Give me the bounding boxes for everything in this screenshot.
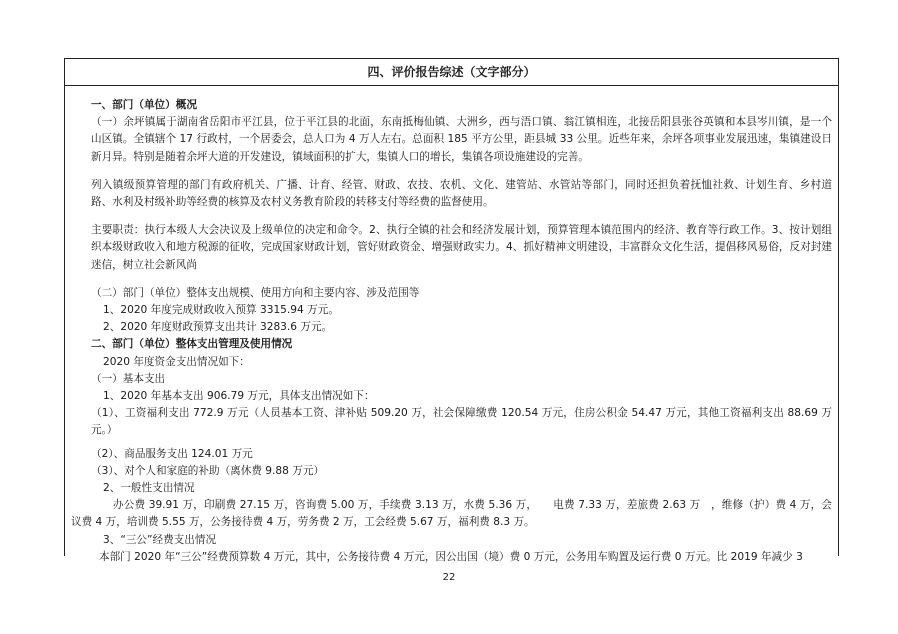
paragraph-goods-services: （2）、商品服务支出 124.01 万元	[91, 447, 253, 460]
paragraph-overview: （一）余坪镇属于湖南省岳阳市平江县，位于平江县的北面，东南抵梅仙镇、大洲乡，西与浯口镇、翁江镇相连，北接岳阳县张谷英镇和本县岑川镇，是一个山区镇。全镇辖个 17 行政村，一个居委会，总人口为 4 万人左右。总面积 185 平方公里，距县城 33 公里。近些年来，余坪各项事业发展迅速，集镇建设日新月异。特别是随着余坪大道的开发建设，镇域面积的扩大，集镇人口的增长，集镇各项设施建设的完善。	[91, 116, 832, 163]
paragraph-three-public-heading: 3、“三公”经费支出情况	[103, 533, 217, 546]
paragraph-basic-total: 1、2020 年基本支出 906.79 万元，具体支出情况如下：	[103, 390, 375, 403]
paragraph-basic-heading: （一）基本支出	[91, 372, 166, 385]
report-body	[71, 97, 832, 566]
paragraph-scope-heading: （二）部门（单位）整体支出规模、使用方向和主要内容、涉及范围等	[91, 286, 420, 299]
paragraph-general-items: 办公费 39.91 万，印刷费 27.15 万，咨询费 5.00 万，手续费 3.13 万，水费 5.36 万， 电费 7.33 万，差旅费 2.63 万 ，维修（护）费 4 万，会议费 4 万，培训费 5.55 万，公务接待费 4 万，劳务费 2 万，工会经费 5.67 万，福利费 8.3 万。	[71, 499, 832, 529]
paragraph-subsidies: （3）、对个人和家庭的补助（离休费 9.88 万元）	[91, 464, 325, 477]
page-number: 22	[442, 572, 456, 583]
section-2-title: 二、部门（单位）整体支出管理及使用情况	[91, 338, 293, 351]
report-section-heading: 四、评价报告综述（文字部分）	[65, 59, 838, 86]
paragraph-duties: 主要职责：执行本级人大会决议及上级单位的决定和命令。2、执行全镇的社会和经济发展计划，预算管理本镇范围内的经济、教育等行政工作。3、按计划组织本级财政收入和地方税源的征收，完成国家财政计划，管好财政资金、增强财政实力。4、抓好精神文明建设，丰富群众文化生活，提倡移风易俗，反对封建迷信，树立社会新风尚	[91, 224, 832, 271]
paragraph-general-heading: 2、一般性支出情况	[103, 482, 195, 495]
section-1-title: 一、部门（单位）概况	[91, 99, 197, 111]
paragraph-revenue: 1、2020 年度完成财政收入预算 3315.94 万元。	[103, 304, 339, 317]
paragraph-three-public: 本部门 2020 年“三公”经费预算数 4 万元，其中，公务接待费 4 万元，因公出国（境）费 0 万元，公务用车购置及运行费 0 万元。比 2019 年减少 3	[99, 550, 803, 563]
paragraph-wages: （1）、工资福利支出 772.9 万元（人员基本工资、津补贴 509.20 万，社会保障缴费 120.54 万元，住房公积金 54.47 万元，其他工资福利支出 88.69 万元。）	[91, 407, 832, 437]
report-table	[64, 58, 839, 563]
paragraph-expenditure: 2、2020 年度财政预算支出共计 3283.6 万元。	[103, 321, 333, 334]
paragraph-fund-intro: 2020 年度资金支出情况如下：	[103, 355, 250, 368]
paragraph-departments: 列入镇级预算管理的部门有政府机关、广播、计育、经管、财政、农技、农机、文化、建管站、水管站等部门，同时还担负着抚恤社救、计划生育、乡村道路、水利及村级补助等经费的核算及农村义务教育阶段的转移支付等经费的监督使用。	[91, 178, 832, 209]
